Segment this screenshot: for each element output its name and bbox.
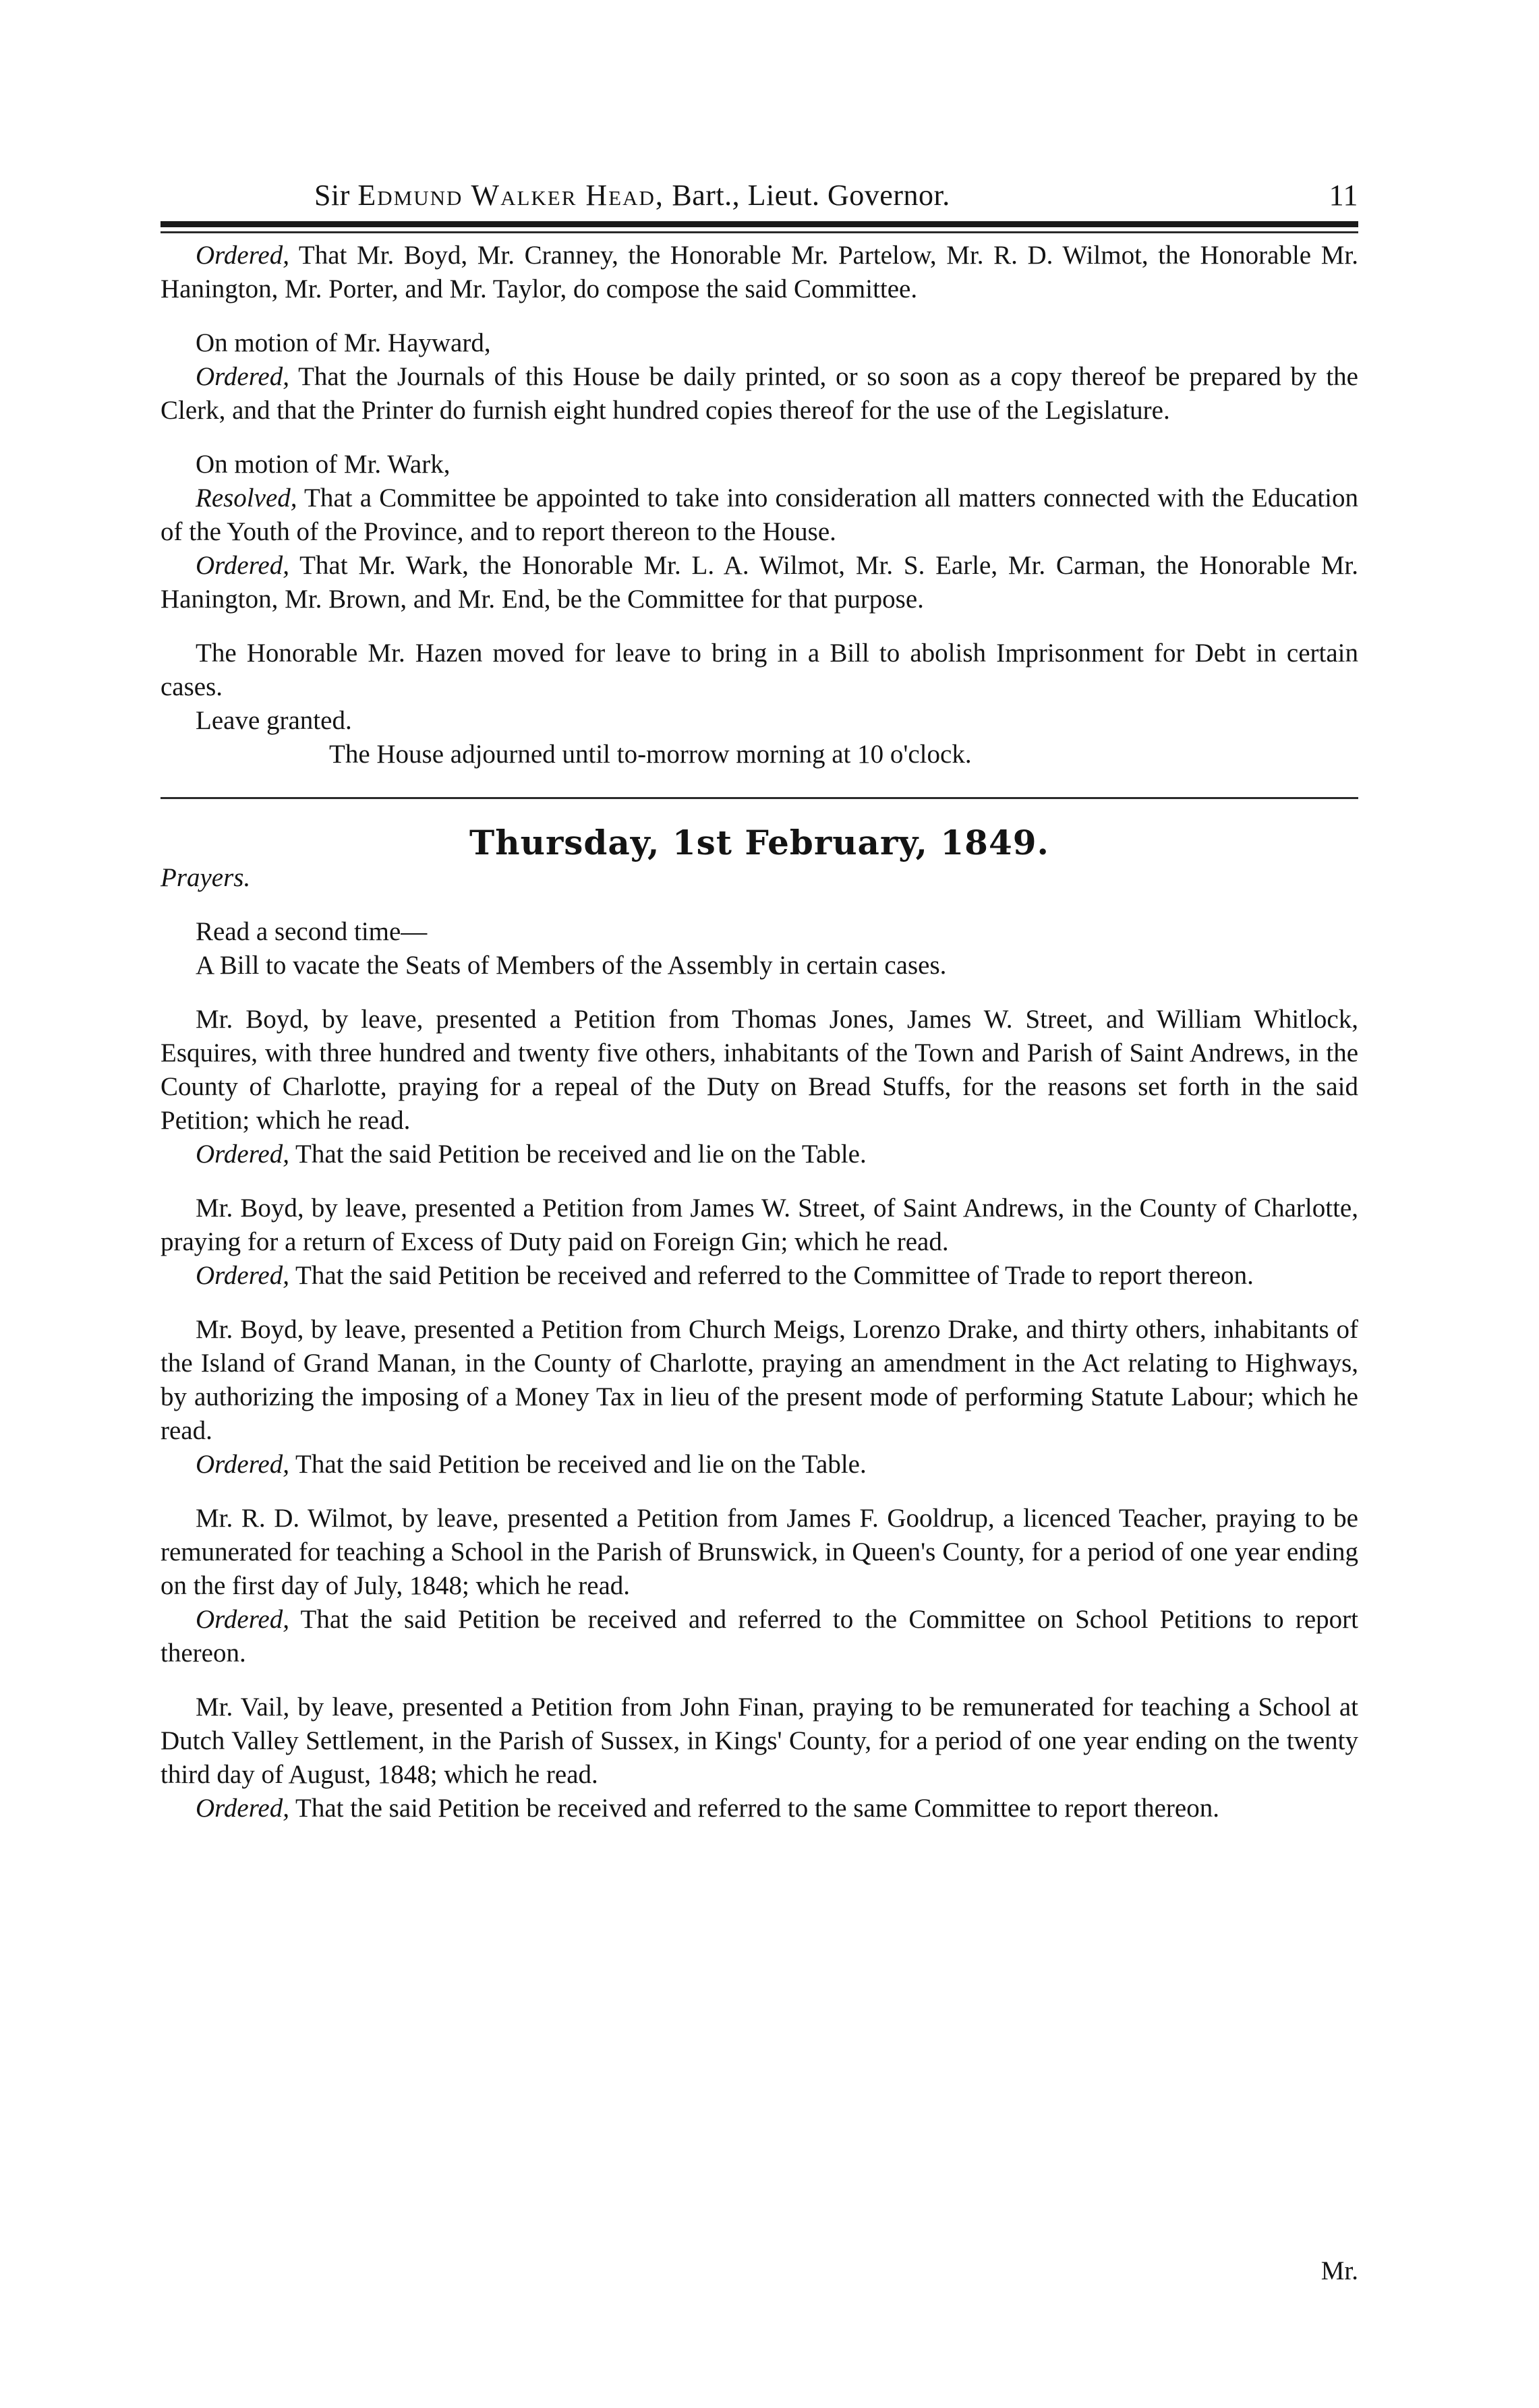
paragraph-petition-grand-manan: Mr. Boyd, by leave, presented a Petition from Church Meigs, Lorenzo Drake, and thirty others, inhabitants of the Island of Grand Manan, in the County of Charlotte, praying an amendment in the Act relating to Highways, by authorizing the imposing of a Money Tax in lieu of the present mode of performing Statute Labour; which he read. <box>161 1315 1358 1445</box>
paragraph-adjourned: The House adjourned until to-morrow morning at 10 o'clock. <box>329 740 972 769</box>
paragraph-journals-printed: Ordered, That the Journals of this House be daily printed, or so soon as a copy thereof be prepared by the Clerk, and that the Printer do furnish eight hundred copies thereof for the use of the Legislature. <box>161 362 1358 425</box>
journal-body <box>161 239 1358 1825</box>
paragraph-motion-wark: On motion of Mr. Wark, <box>196 450 451 479</box>
paragraph-committee-members: Ordered, That Mr. Boyd, Mr. Cranney, the Honorable Mr. Partelow, Mr. R. D. Wilmot, the Honorable Mr. Hanington, Mr. Porter, and Mr. Taylor, do compose the said Committee. <box>161 241 1358 303</box>
paragraph-ordered-lie-on-table: Ordered, That the said Petition be received and lie on the Table. <box>196 1140 867 1169</box>
day-heading: Thursday, 1st February, 1849. <box>469 823 1049 862</box>
journal-page <box>161 169 1358 2285</box>
paragraph-hazen-bill: The Honorable Mr. Hazen moved for leave to bring in a Bill to abolish Imprisonment for Debt in certain cases. <box>161 639 1358 701</box>
running-head <box>161 169 1358 217</box>
prayers-label: Prayers. <box>161 863 251 892</box>
paragraph-petition-bread-stuffs: Mr. Boyd, by leave, presented a Petition from Thomas Jones, James W. Street, and William Whitlock, Esquires, with three hundred and twenty five others, inhabitants of the Town and Parish of Saint Andrews, in the County of Charlotte, praying for a repeal of the Duty on Bread Stuffs, for the reasons set forth in the said Petition; which he read. <box>161 1005 1358 1135</box>
paragraph-ordered-lie-on-table-2: Ordered, That the said Petition be received and lie on the Table. <box>196 1450 867 1479</box>
paragraph-petition-foreign-gin: Mr. Boyd, by leave, presented a Petition from James W. Street, of Saint Andrews, in the County of Charlotte, praying for a return of Excess of Duty paid on Foreign Gin; which he read. <box>161 1194 1358 1256</box>
page-number: 11 <box>1329 179 1358 212</box>
paragraph-motion-hayward: On motion of Mr. Hayward, <box>196 328 491 357</box>
paragraph-leave-granted: Leave granted. <box>196 706 352 735</box>
paragraph-ordered-committee-trade: Ordered, That the said Petition be received and referred to the Committee of Trade to report thereon. <box>196 1261 1254 1290</box>
paragraph-ordered-school-petitions: Ordered, That the said Petition be received and referred to the Committee on School Petitions to report thereon. <box>161 1605 1358 1668</box>
catchword: Mr. <box>1320 2256 1358 2285</box>
running-title: Sir Edmund Walker Head, Bart., Lieut. Governor. <box>314 179 950 212</box>
paragraph-bill-vacate-seats: A Bill to vacate the Seats of Members of the Assembly in certain cases. <box>196 951 947 980</box>
header-rule <box>161 221 1358 239</box>
section-divider <box>161 797 1358 799</box>
paragraph-petition-finan: Mr. Vail, by leave, presented a Petition from John Finan, praying to be remunerated for teaching a School at Dutch Valley Settlement, in the Parish of Sussex, in Kings' County, for a period of one year ending on the twenty third day of August, 1848; which he read. <box>161 1693 1358 1789</box>
paragraph-second-reading: Read a second time— <box>196 917 428 946</box>
paragraph-resolved-education: Resolved, That a Committee be appointed to take into consideration all matters connected with the Education of the Youth of the Province, and to report thereon to the House. <box>161 483 1358 546</box>
paragraph-education-committee: Ordered, That Mr. Wark, the Honorable Mr. L. A. Wilmot, Mr. S. Earle, Mr. Carman, the Honorable Mr. Hanington, Mr. Brown, and Mr. End, be the Committee for that purpose. <box>161 551 1358 614</box>
paragraph-ordered-same-committee: Ordered, That the said Petition be received and referred to the same Committee to report thereon. <box>196 1794 1219 1823</box>
paragraph-petition-gooldrup: Mr. R. D. Wilmot, by leave, presented a Petition from James F. Gooldrup, a licenced Teacher, praying to be remunerated for teaching a School in the Parish of Brunswick, in Queen's County, for a period of one year ending on the first day of July, 1848; which he read. <box>161 1504 1358 1600</box>
